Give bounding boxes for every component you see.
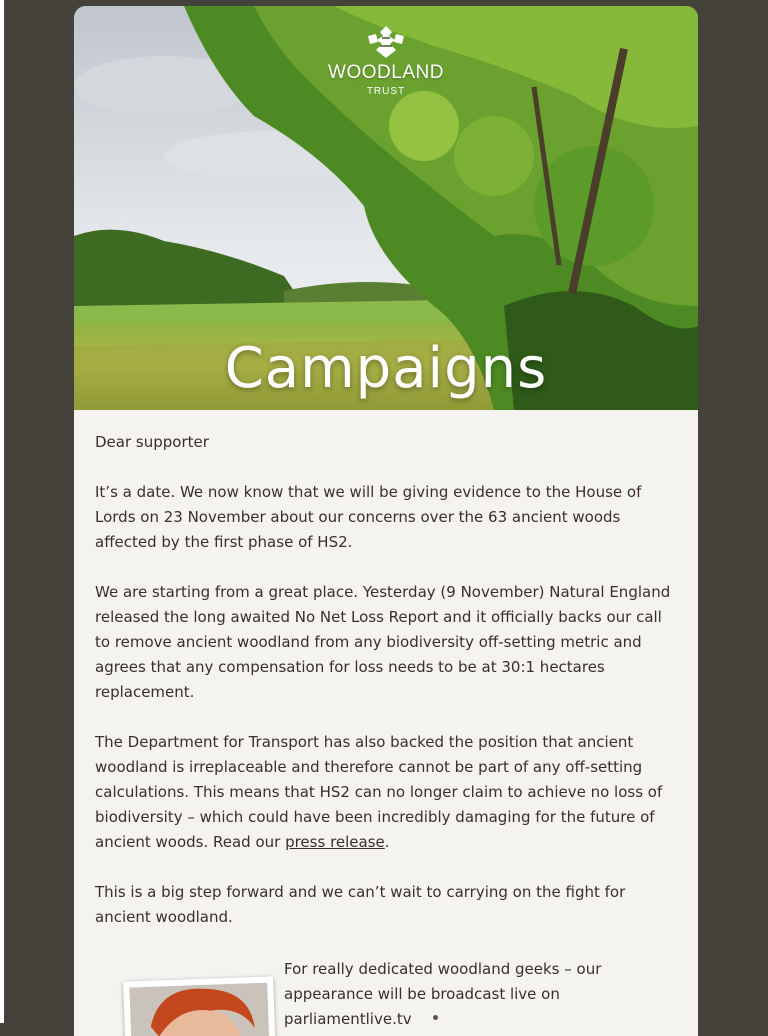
email-body xyxy=(74,410,698,1036)
woodland-trust-logo[interactable] xyxy=(74,24,698,97)
paragraph-natural-england: We are starting from a great place. Yesterday (9 November) Natural England released the long awaited No Net Loss Report and it officially backs our call to remove ancient woodland from any biodiversity off-setting metric and agrees that any compensation for loss needs to be at 30:1 hectares replacement. xyxy=(95,583,671,701)
broadcast-section xyxy=(95,955,671,1036)
hero-banner xyxy=(74,6,698,410)
paragraph-end: . xyxy=(384,833,390,851)
window-edge xyxy=(0,0,4,1023)
logo-wordmark: WOODLAND xyxy=(328,62,444,83)
scroll-indicator xyxy=(433,1015,438,1020)
logo-subtitle: TRUST xyxy=(366,86,406,97)
person-avatar-image xyxy=(129,983,270,1036)
paragraph-department-transport xyxy=(95,730,671,855)
paragraph-text: The Department for Transport has also backed the position that ancient woodland is irreplaceable and therefore cannot be part of any off-setting calculations. This means that HS2 can no longer claim to achieve no loss of biodiversity – which could have been incredibly damaging for the future of ancient woods. Read our xyxy=(95,733,663,851)
press-release-link[interactable]: press release xyxy=(285,833,385,851)
hero-title: Campaigns xyxy=(224,336,548,401)
paragraph-evidence-date: It’s a date. We now know that we will be giving evidence to the House of Lords on 23 November about our concerns over the 63 ancient woods affected by the first phase of HS2. xyxy=(95,483,642,551)
email-card xyxy=(74,6,698,1036)
broadcast-text: For really dedicated woodland geeks – our appearance will be broadcast live on parliamentlive.tv xyxy=(284,960,602,1028)
greeting: Dear supporter xyxy=(95,433,209,451)
paragraph-step-forward: This is a big step forward and we can’t wait to carrying on the fight for ancient woodland. xyxy=(95,883,626,926)
tree-leaves-icon xyxy=(362,24,410,60)
staff-photo xyxy=(123,976,277,1036)
